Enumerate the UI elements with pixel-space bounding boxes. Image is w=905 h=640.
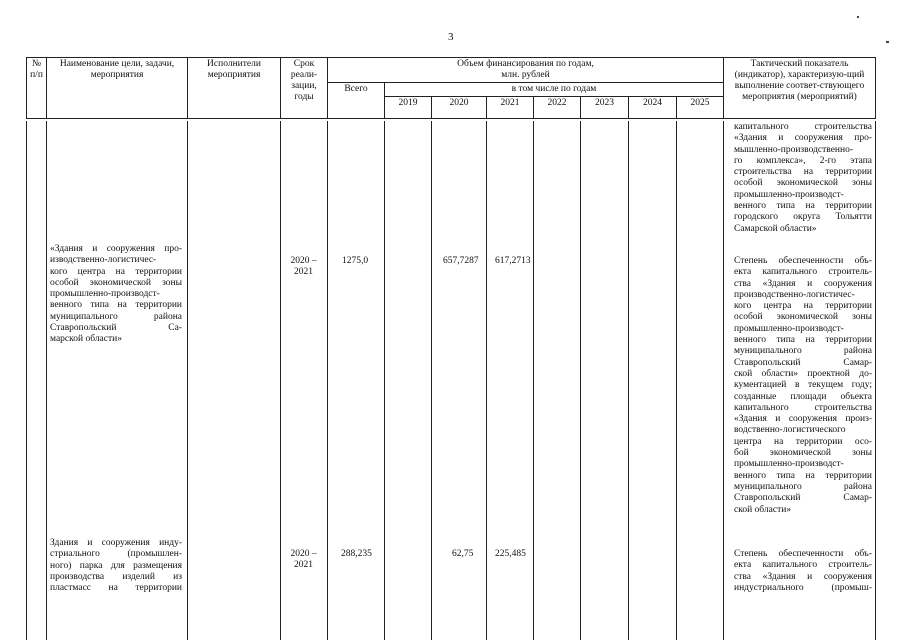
row-2-name — [50, 538, 182, 594]
text-line: индустриального (промыш- — [734, 582, 872, 593]
header-including — [385, 83, 724, 97]
text-line: ства «Здания и сооружения — [734, 278, 872, 289]
text-line: ской области» — [734, 504, 792, 515]
text-line: венного типа на территории — [734, 335, 872, 346]
column-rule — [486, 121, 487, 640]
header-year: 2024 — [629, 97, 677, 119]
text-line: ской области» проектной до- — [734, 368, 872, 379]
text-line: водственно-логистического — [734, 425, 846, 436]
column-rule — [628, 121, 629, 640]
row-2-total: 288,235 — [341, 549, 372, 559]
text-line: Здания и сооружения инду- — [50, 538, 182, 548]
column-rule — [26, 121, 27, 640]
text-line: «Здания и сооружения про- — [734, 133, 872, 144]
row-1-term: 2020 – 2021 — [290, 256, 317, 277]
text-line: строительства на территории — [734, 167, 872, 178]
header-total-text: Всего — [344, 84, 368, 94]
scan-speck — [886, 41, 889, 43]
text-line: капитального строительства — [734, 402, 872, 413]
text-line: муниципального района — [50, 311, 182, 322]
column-rule — [676, 121, 677, 640]
header-financing-text: Объем финансирования по годам, млн. рублей — [457, 59, 594, 80]
text-line: Ставропольский Самар- — [734, 357, 872, 368]
column-rule — [431, 121, 432, 640]
text-line: особой экономической зоны — [734, 312, 872, 323]
header-indicator-text: Тактический показатель (индикатор), характеризую-щий выполнение соответ-ствующего мероприятия (мероприятий) — [734, 59, 865, 102]
header-no-text: № п/п — [30, 59, 43, 80]
header-executors-text: Исполнители мероприятия — [207, 59, 261, 80]
table-header — [26, 57, 876, 119]
row-2-2020: 62,75 — [452, 549, 474, 559]
text-line: муниципального района — [734, 346, 872, 357]
row-1-2021: 617,2713 — [495, 256, 531, 266]
text-line: изводственно-логистичес- — [50, 255, 157, 266]
text-line: Степень обеспеченности объ- — [734, 256, 872, 266]
text-line: марской области» — [50, 334, 122, 345]
header-year: 2019 — [385, 97, 432, 119]
text-line: кого центра на территории — [50, 266, 182, 277]
row-1-total: 1275,0 — [342, 256, 369, 266]
indicator-continuation — [734, 122, 872, 235]
header-name — [47, 58, 188, 119]
column-rule — [46, 121, 47, 640]
text-line: венного типа на территории — [734, 470, 872, 481]
text-line: кого центра на территории — [734, 301, 872, 312]
column-rule — [187, 121, 188, 640]
text-line: го комплекса», 2-го этапа — [734, 155, 872, 166]
column-rule — [580, 121, 581, 640]
text-line: Ставропольский Самар- — [734, 493, 872, 504]
text-line: промышленно-производст- — [734, 459, 844, 470]
text-line: промышленно-производст- — [734, 189, 844, 200]
text-line: Степень обеспеченности объ- — [734, 549, 872, 559]
header-indicator — [724, 58, 876, 119]
row-2-2021: 225,485 — [495, 549, 526, 559]
text-line: особой экономической зоны — [734, 178, 872, 189]
text-line: промышленно-производст- — [50, 289, 160, 300]
text-line: пластмасс на территории — [50, 583, 182, 594]
text-line: венного типа на территории — [50, 300, 182, 311]
header-year: 2023 — [581, 97, 629, 119]
scan-speck — [857, 16, 859, 18]
column-rule — [533, 121, 534, 640]
header-no — [27, 58, 47, 119]
row-2-indicator — [734, 549, 872, 594]
text-line: ства «Здания и сооружения — [734, 571, 872, 582]
row-1-2020: 657,7287 — [443, 256, 479, 266]
text-line: стриального (промышлен- — [50, 549, 182, 560]
text-line: екта капитального строитель- — [734, 560, 872, 571]
text-line: кументацией в текущем году; — [734, 380, 872, 391]
header-financing — [328, 58, 724, 83]
text-line: «Здания и сооружения произ- — [734, 414, 872, 425]
text-line: производства изделий из — [50, 571, 182, 582]
header-term — [281, 58, 328, 119]
text-line: ного) парка для размещения — [50, 560, 182, 571]
text-line: созданные площади объекта — [734, 391, 872, 402]
text-line: городского округа Тольятти — [734, 212, 872, 223]
row-1-indicator — [734, 256, 872, 516]
column-rule — [875, 121, 876, 640]
header-year: 2025 — [677, 97, 724, 119]
row-2-term: 2020 – 2021 — [290, 549, 317, 570]
header-executors — [188, 58, 281, 119]
page-number: 3 — [448, 31, 454, 43]
text-line: венного типа на территории — [734, 201, 872, 212]
text-line: особой экономической зоны — [50, 277, 182, 288]
header-year: 2020 — [432, 97, 487, 119]
text-line: капитального строительства — [734, 122, 872, 132]
text-line: бой экономической зоны — [734, 448, 872, 459]
text-line: Ставропольский Са- — [50, 323, 182, 334]
text-line: центра на территории осо- — [734, 436, 872, 447]
header-year: 2021 — [487, 97, 534, 119]
header-including-text: в том числе по годам — [511, 84, 597, 94]
text-line: производственно-логистичес- — [734, 289, 855, 300]
text-line: екта капитального строитель- — [734, 267, 872, 278]
text-line: «Здания и сооружения про- — [50, 244, 182, 254]
column-rule — [723, 121, 724, 640]
column-rule — [384, 121, 385, 640]
header-year: 2022 — [534, 97, 581, 119]
text-line: мышленно-производственно- — [734, 144, 853, 155]
header-total — [328, 83, 385, 119]
column-rule — [327, 121, 328, 640]
row-1-name — [50, 244, 182, 346]
header-term-text: Срок реали- зации, годы — [290, 59, 318, 102]
text-line: Самарской области» — [734, 223, 817, 234]
header-name-text: Наименование цели, задачи, мероприятия — [59, 59, 175, 80]
text-line: муниципального района — [734, 481, 872, 492]
text-line: промышленно-производст- — [734, 323, 844, 334]
